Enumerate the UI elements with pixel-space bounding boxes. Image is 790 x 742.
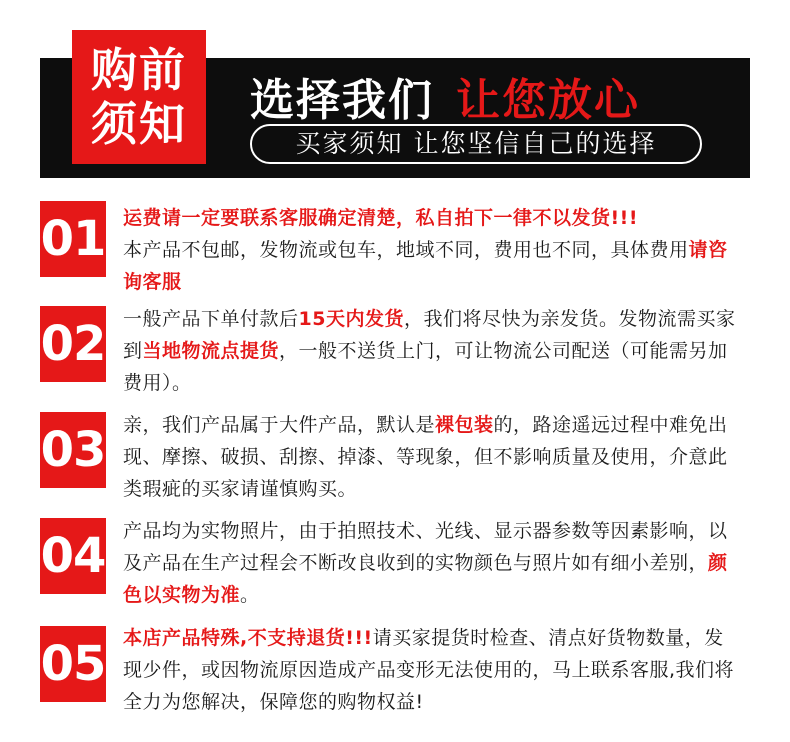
item-05-warning: 本店产品特殊,不支持退货!!!: [123, 627, 373, 649]
tag-line-1: 购前: [91, 43, 187, 97]
item-05-text: 请买家提货时检查、清点好货物数量，发现少件，或因物流原因造成产品变形无法使用的，马上联系客服,我们将全力为您解决，保障您的购物权益!: [123, 627, 735, 713]
item-number-03: 03: [40, 412, 106, 488]
tag-line-2: 须知: [91, 97, 187, 151]
item-number-05: 05: [40, 626, 106, 702]
item-01-highlight: 请咨询客服: [123, 239, 728, 293]
notice-item-05: [123, 622, 743, 718]
notice-item-01: [123, 202, 743, 298]
title-red: 让您放心: [456, 75, 640, 126]
item-03-text-2: 的，路途遥远过程中难免出现、摩擦、破损、刮擦、掉漆、等现象，但不影响质量及使用，介意此类瑕疵的买家请谨慎购买。: [123, 414, 728, 500]
notice-item-03: [123, 409, 743, 505]
item-02-highlight-1: 15天内发货: [298, 308, 404, 330]
item-01-warning: 运费请一定要联系客服确定清楚，私自拍下一律不以发货!!!: [123, 207, 638, 229]
item-03-highlight: 裸包装: [435, 414, 494, 436]
item-number-01: 01: [40, 201, 106, 277]
item-03-text-1: 亲，我们产品属于大件产品，默认是: [123, 414, 436, 436]
item-02-text-1: 一般产品下单付款后: [123, 308, 299, 330]
page-title: [250, 64, 640, 126]
item-02-text-2: ，我们将尽快为亲发货。发物流需买家到: [123, 308, 736, 362]
item-01-text: 本产品不包邮，发物流或包车，地域不同，费用也不同，具体费用: [123, 239, 689, 261]
notice-item-04: [123, 515, 743, 611]
item-number-04: 04: [40, 518, 106, 594]
item-02-text-3: ，一般不送货上门，可让物流公司配送（可能需另加费用）。: [123, 340, 728, 394]
subtitle-pill: 买家须知 让您坚信自己的选择: [250, 124, 702, 164]
item-04-highlight: 颜色以实物为准: [123, 552, 728, 606]
item-04-text-1: 产品均为实物照片，由于拍照技术、光线、显示器参数等因素影响，以及产品在生产过程会不断改良收到的实物颜色与照片如有细小差别，: [123, 520, 728, 574]
item-02-highlight-2: 当地物流点提货: [142, 340, 280, 362]
title-white: 选择我们: [250, 75, 434, 126]
item-number-02: 02: [40, 306, 106, 382]
item-04-text-2: 。: [240, 584, 260, 606]
notice-item-02: [123, 303, 743, 399]
pre-purchase-tag: [72, 30, 206, 164]
